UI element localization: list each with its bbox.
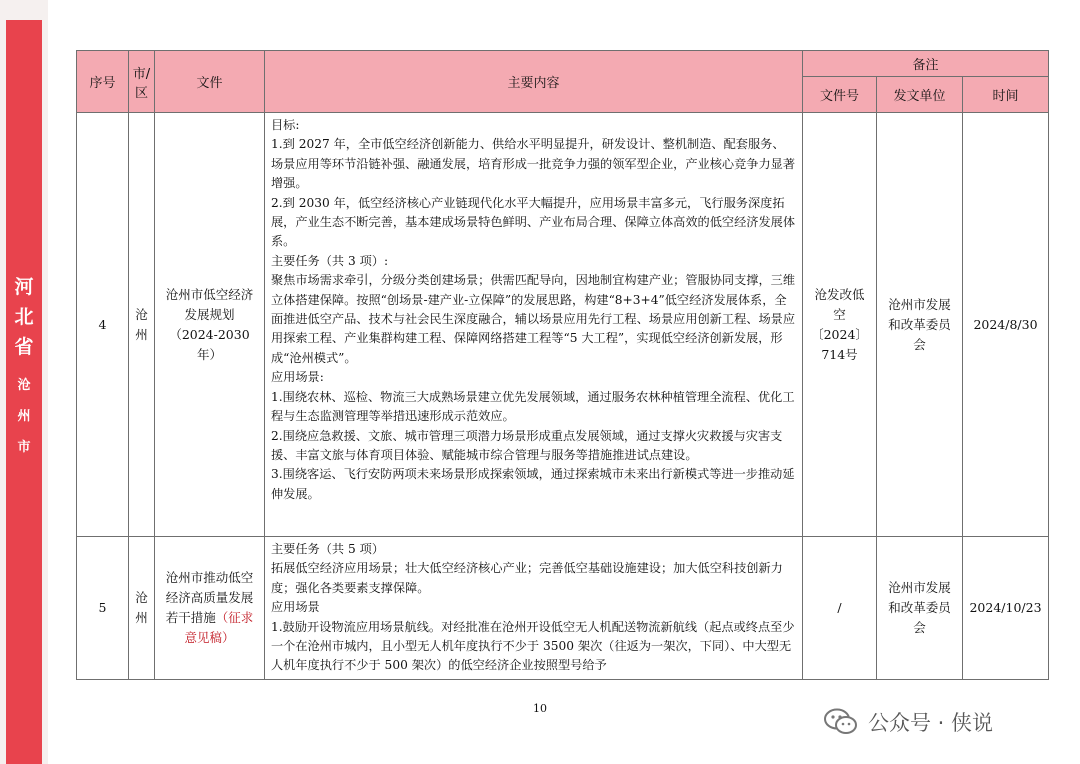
table-header-row: [77, 51, 1049, 77]
content-line: 2.到 2030 年，低空经济核心产业链现代化水平大幅提升，应用场景丰富多元，飞行服务深度拓展，产业生态不断完善，基本建成场景特色鲜明、产业布局合理、保障立体高效的低空经济发展体系。: [271, 195, 796, 249]
policy-table: [76, 50, 1049, 680]
row-content: [265, 113, 803, 537]
row-doc-title: 沧州市低空经济发展规划（2024-2030年）: [155, 113, 265, 537]
content-line: 应用场景:: [271, 370, 324, 385]
sidebar-city-char: 市: [17, 440, 31, 455]
row-seq: 5: [77, 537, 129, 680]
header-doc: 文件: [155, 51, 265, 113]
header-time: 时间: [963, 77, 1049, 113]
header-seq: 序号: [77, 51, 129, 113]
sidebar-city: [6, 370, 42, 463]
row-doc-number: 沧发改低空〔2024〕714号: [803, 113, 877, 537]
header-remarks: 备注: [803, 51, 1049, 77]
row-content: [265, 537, 803, 680]
content-line: 主要任务（共 5 项）: [271, 542, 385, 556]
header-city: 市/区: [129, 51, 155, 113]
sidebar-province: [6, 272, 42, 362]
wechat-icon: [824, 708, 858, 736]
sidebar-city-char: 沧: [17, 378, 31, 393]
table-row: [77, 113, 1049, 537]
watermark-text: 公众号 · 侠说: [868, 711, 994, 735]
content-line: 主要任务（共 3 项）:: [271, 253, 389, 268]
row-doc-draft-note: （征求意见稿）: [184, 609, 254, 645]
sidebar-city-char: 州: [17, 409, 31, 424]
sidebar-province-char: 河: [14, 276, 34, 298]
sidebar-province-char: 省: [14, 336, 34, 358]
content-line: 应用场景: [271, 600, 320, 615]
header-issuer: 发文单位: [877, 77, 963, 113]
row-date: 2024/8/30: [963, 113, 1049, 537]
header-main-content: 主要内容: [265, 51, 803, 113]
row-seq: 4: [77, 113, 129, 537]
row-date: 2024/10/23: [963, 537, 1049, 680]
watermark: [824, 704, 993, 740]
content-line: 1.鼓励开设物流应用场景航线。对经批准在沧州开设低空无人机配送物流新航线（起点或终点至少一个在沧州市城内，且小型无人机年度执行不少于 3500 架次（往返为一架次，下同）、中大型无人机年度执行不少于 500 架次）的低空经济企业按照型号给予: [271, 619, 795, 673]
content-line: 目标:: [271, 118, 300, 132]
content-line: 拓展低空经济应用场景；壮大低空经济核心产业；完善低空基础设施建设；加大低空科技创新力度；强化各类要素支撑保障。: [271, 561, 783, 595]
row-issuer: 沧州市发展和改革委员会: [877, 113, 963, 537]
row-issuer: 沧州市发展和改革委员会: [877, 537, 963, 680]
content-line: 聚焦市场需求牵引，分级分类创建场景；供需匹配导向，因地制宜构建产业；管服协同支撑，三维立体搭建保障。按照“创场景-建产业-立保障”的发展思路，构建“8+3+4”低空经济发展体系，全面推进低空产品、技术与社会民生深度融合，辅以场景应用先行工程、场景应用创新工程、场景应用探索工程、产业集群构建工程、保障网络搭建工程等“5 大工程”，实现低空经济创新发展，形成“沧州模式”。: [271, 273, 796, 365]
sidebar-label: [6, 272, 42, 463]
sidebar-province-char: 北: [14, 306, 34, 328]
page-number: 10: [533, 702, 547, 715]
sidebar: [0, 0, 48, 764]
row-doc-cell: [155, 537, 265, 680]
row-doc-title: 沧州市推动低空经济高质量发展若干措施: [165, 569, 254, 625]
content-line: 1.围绕农林、巡检、物流三大成熟场景建立优先发展领域，通过服务农林种植管理全流程、优化工程与生态监测管理等举措迅速形成示范效应。: [271, 389, 795, 424]
row-doc-number: /: [803, 537, 877, 680]
content-line: 3.围绕客运、飞行安防两项未来场景形成探索领域，通过探索城市未来出行新模式等进一步推动延伸发展。: [271, 467, 795, 501]
table-row: [77, 537, 1049, 680]
row-city: 沧州: [129, 113, 155, 537]
content-line: 2.围绕应急救援、文旅、城市管理三项潜力场景形成重点发展领域，通过支撑火灾救援与灾害支援、丰富文旅与体育项目体验、赋能城市综合管理与服务等措施推进试点建设。: [271, 428, 783, 462]
row-city: 沧州: [129, 537, 155, 680]
header-doc-no: 文件号: [803, 77, 877, 113]
content-line: 1.到 2027 年，全市低空经济创新能力、供给水平明显提升，研发设计、整机制造、配套服务、场景应用等环节沿链补强、融通发展，培育形成一批竞争力强的领军型企业，产业核心竞争力显著增强。: [271, 137, 796, 191]
